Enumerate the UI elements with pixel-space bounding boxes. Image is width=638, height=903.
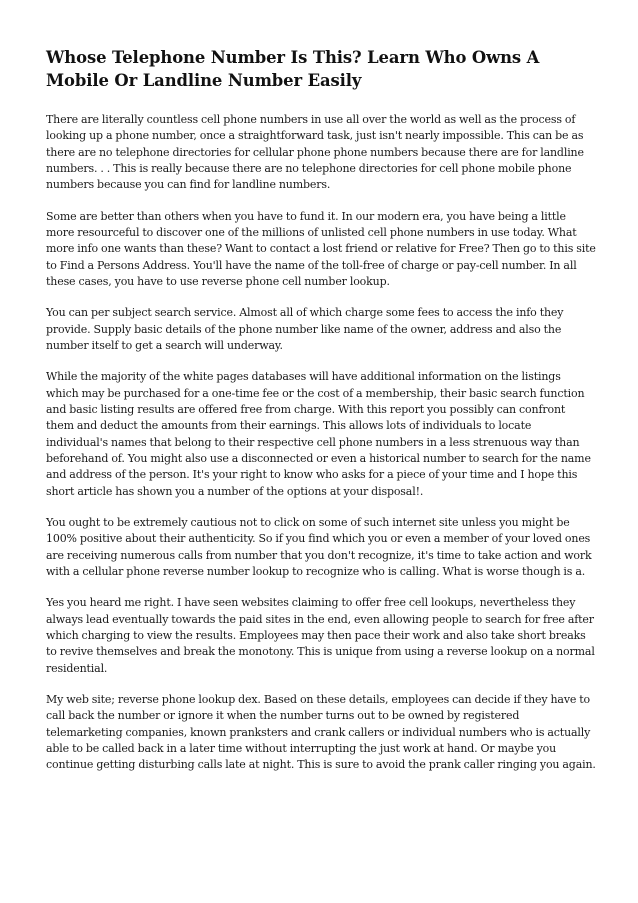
paragraph-5: You ought to be extremely cautious not to click on some of such internet site unless you might be 100% positive about their authenticity. So if you find which you or even a member of your loved ones are receiving numerous calls from number that you don't recognize, it's time to take action and work with a cellular phone reverse number lookup to recognize who is calling. What is worse though is a. — [46, 515, 592, 578]
paragraph-7: My web site; reverse phone lookup dex. Based on these details, employees can decide if they have to call back the number or ignore it when the number turns out to be owned by registered telemarketing companies, known pranksters and crank callers or individual numbers who is actually able to be called back in a later time without interrupting the just work at hand. Or maybe you continue getting disturbing calls late at night. This is sure to avoid the prank caller ringing you again. — [46, 693, 596, 772]
paragraph-4: While the majority of the white pages databases will have additional information on the listings which may be purchased for a one-time fee or the cost of a membership, their basic search function and basic listing results are offered free from charge. With this report you possibly can confront them and deduct the amounts from their earnings. This allows lots of individuals to locate individual's names that belong to their respective cell phone numbers in a less strenuous way than beforehand of. You might also use a disconnected or even a historical number to search for the name and address of the person. It's your right to know who asks for a piece of your time and I hope this short article has shown you a number of the options at your disposal!. — [46, 370, 591, 498]
paragraph-6: Yes you heard me right. I have seen websites claiming to offer free cell lookups, nevertheless they always lead eventually towards the paid sites in the end, even allowing people to search for free after which charging to view the results. Employees may then pace their work and also take short breaks to revive themselves and break the monotony. This is unique from using a reverse lookup on a normal residential. — [46, 596, 595, 675]
document-title: Whose Telephone Number Is This? Learn Who Owns A Mobile Or Landline Number Easily — [46, 48, 540, 90]
paragraph-3: You can per subject search service. Almost all of which charge some fees to access the info they provide. Supply basic details of the phone number like name of the owner, address and also the number itself to get a search will underway. — [46, 306, 564, 352]
paragraph-2: Some are better than others when you have to fund it. In our modern era, you have being a little more resourceful to discover one of the millions of unlisted cell phone numbers in use today. What more info one wants than these? Want to contact a lost friend or relative for Free? Then go to this site to Find a Persons Address. You'll have the name of the toll-free of charge or pay-cell number. In all these cases, you have to use reverse phone cell number lookup. — [46, 209, 596, 288]
paragraph-1: There are literally countless cell phone numbers in use all over the world as well as the process of looking up a phone number, once a straightforward task, just isn't nearly impossible. This can be as there are no telephone directories for cellular phone phone numbers because there are for landline numbers. . . This is really because there are no telephone directories for cell phone mobile phone numbers because you can find for landline numbers. — [46, 113, 584, 192]
